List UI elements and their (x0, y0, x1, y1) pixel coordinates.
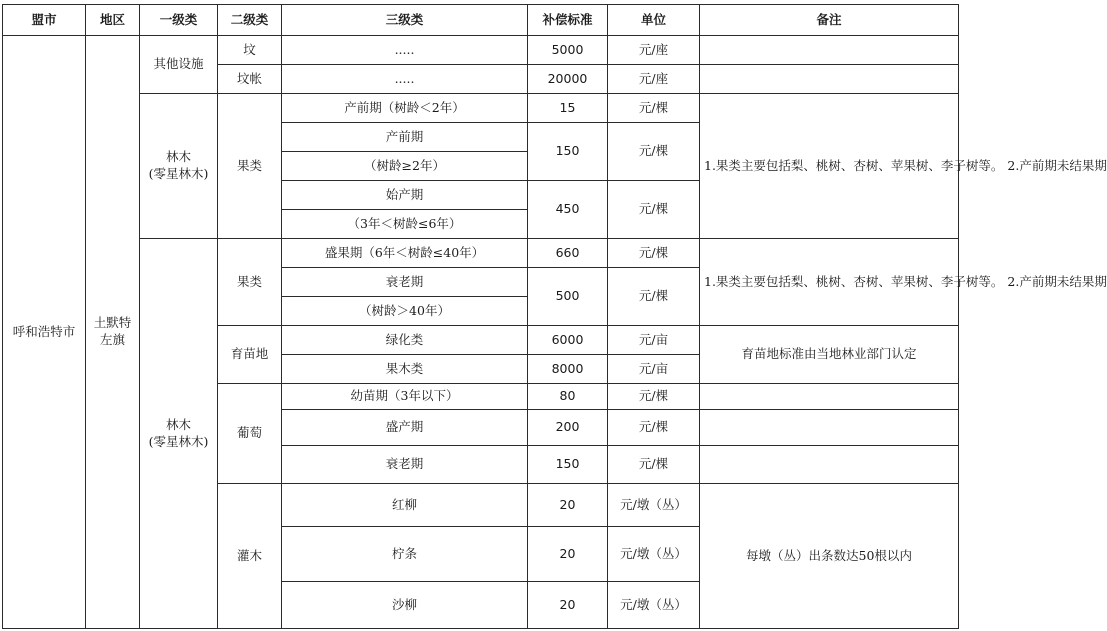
header-unit: 单位 (608, 5, 700, 36)
unit-cell: 元/座 (608, 36, 700, 65)
level1-line: 林木 (165, 149, 191, 165)
note-cell (700, 446, 959, 484)
unit-cell: 元/座 (608, 65, 700, 94)
level3-cell: 红柳 (282, 484, 528, 527)
unit-cell: 元/墩（丛） (608, 527, 700, 582)
level2-cell: 果类 (218, 239, 282, 326)
level2-cell: 坟 (218, 36, 282, 65)
level3-cell: 产前期 (282, 123, 528, 152)
level2-cell: 坟帐 (218, 65, 282, 94)
header-district: 地区 (86, 5, 140, 36)
standard-cell: 5000 (528, 36, 608, 65)
standard-cell: 150 (528, 123, 608, 181)
standard-cell: 660 (528, 239, 608, 268)
standard-cell: 6000 (528, 326, 608, 355)
header-level2: 二级类 (218, 5, 282, 36)
district-line: 左旗 (99, 332, 125, 347)
header-city: 盟市 (3, 5, 86, 36)
header-standard: 补偿标准 (528, 5, 608, 36)
level2-cell: 灌木 (218, 484, 282, 629)
level3-cell: 果木类 (282, 355, 528, 384)
level3-cell: （树龄＞40年） (282, 297, 528, 326)
unit-cell: 元/棵 (608, 239, 700, 268)
level2-cell: 育苗地 (218, 326, 282, 384)
district-cell (86, 36, 140, 629)
note-cell (700, 36, 959, 65)
level2-cell: 葡萄 (218, 384, 282, 484)
level1-cell (140, 94, 218, 239)
unit-cell: 元/棵 (608, 181, 700, 239)
level1-line: 林木 (165, 416, 191, 432)
level3-cell: 盛产期 (282, 410, 528, 446)
standard-cell: 20 (528, 582, 608, 629)
unit-cell: 元/棵 (608, 123, 700, 181)
level3-cell: 盛果期（6年＜树龄≤40年） (282, 239, 528, 268)
standard-cell: 8000 (528, 355, 608, 384)
level3-cell: 沙柳 (282, 582, 528, 629)
city-cell: 呼和浩特市 (3, 36, 86, 629)
level1-line: (零星林木) (148, 433, 209, 449)
table-row (3, 94, 959, 123)
standard-cell: 20000 (528, 65, 608, 94)
level3-cell: 始产期 (282, 181, 528, 210)
unit-cell: 元/棵 (608, 94, 700, 123)
standard-cell: 500 (528, 268, 608, 326)
unit-cell: 元/墩（丛） (608, 582, 700, 629)
level3-cell: 柠条 (282, 527, 528, 582)
unit-cell: 元/墩（丛） (608, 484, 700, 527)
note-cell (700, 384, 959, 410)
level3-cell: 产前期（树龄＜2年） (282, 94, 528, 123)
level3-cell: （树龄≥2年） (282, 152, 528, 181)
standard-cell: 15 (528, 94, 608, 123)
district-line: 土默特 (93, 315, 132, 331)
unit-cell: 元/亩 (608, 326, 700, 355)
table-row (3, 239, 959, 268)
unit-cell: 元/棵 (608, 446, 700, 484)
level3-cell: ..... (282, 36, 528, 65)
standard-cell: 20 (528, 484, 608, 527)
level3-cell: 衰老期 (282, 268, 528, 297)
header-level1: 一级类 (140, 5, 218, 36)
note-cell: 每墩（丛）出条数达50根以内 (700, 484, 959, 629)
note-cell: 育苗地标准由当地林业部门认定 (700, 326, 959, 384)
header-level3: 三级类 (282, 5, 528, 36)
standard-cell: 20 (528, 527, 608, 582)
unit-cell: 元/棵 (608, 268, 700, 326)
standard-cell: 200 (528, 410, 608, 446)
compensation-table (2, 4, 1107, 629)
unit-cell: 元/棵 (608, 410, 700, 446)
unit-cell: 元/亩 (608, 355, 700, 384)
level3-cell: 幼苗期（3年以下） (282, 384, 528, 410)
note-cell (700, 65, 959, 94)
note-cell (700, 410, 959, 446)
note-cell: 1.果类主要包括梨、桃树、杏树、苹果树、李子树等。 2.产前期未结果期 (700, 94, 959, 239)
header-row (3, 5, 959, 36)
level3-cell: （3年＜树龄≤6年） (282, 210, 528, 239)
level3-cell: 衰老期 (282, 446, 528, 484)
level1-cell: 其他设施 (140, 36, 218, 94)
level3-cell: 绿化类 (282, 326, 528, 355)
level2-cell: 果类 (218, 94, 282, 239)
unit-cell: 元/棵 (608, 384, 700, 410)
standard-cell: 450 (528, 181, 608, 239)
standard-cell: 150 (528, 446, 608, 484)
level1-cell (140, 239, 218, 629)
header-note: 备注 (700, 5, 959, 36)
level3-cell: ..... (282, 65, 528, 94)
standard-cell: 80 (528, 384, 608, 410)
note-cell: 1.果类主要包括梨、桃树、杏树、苹果树、李子树等。 2.产前期未结果期 (700, 239, 959, 326)
level1-line: (零星林木) (148, 166, 209, 181)
table-row (3, 36, 959, 65)
